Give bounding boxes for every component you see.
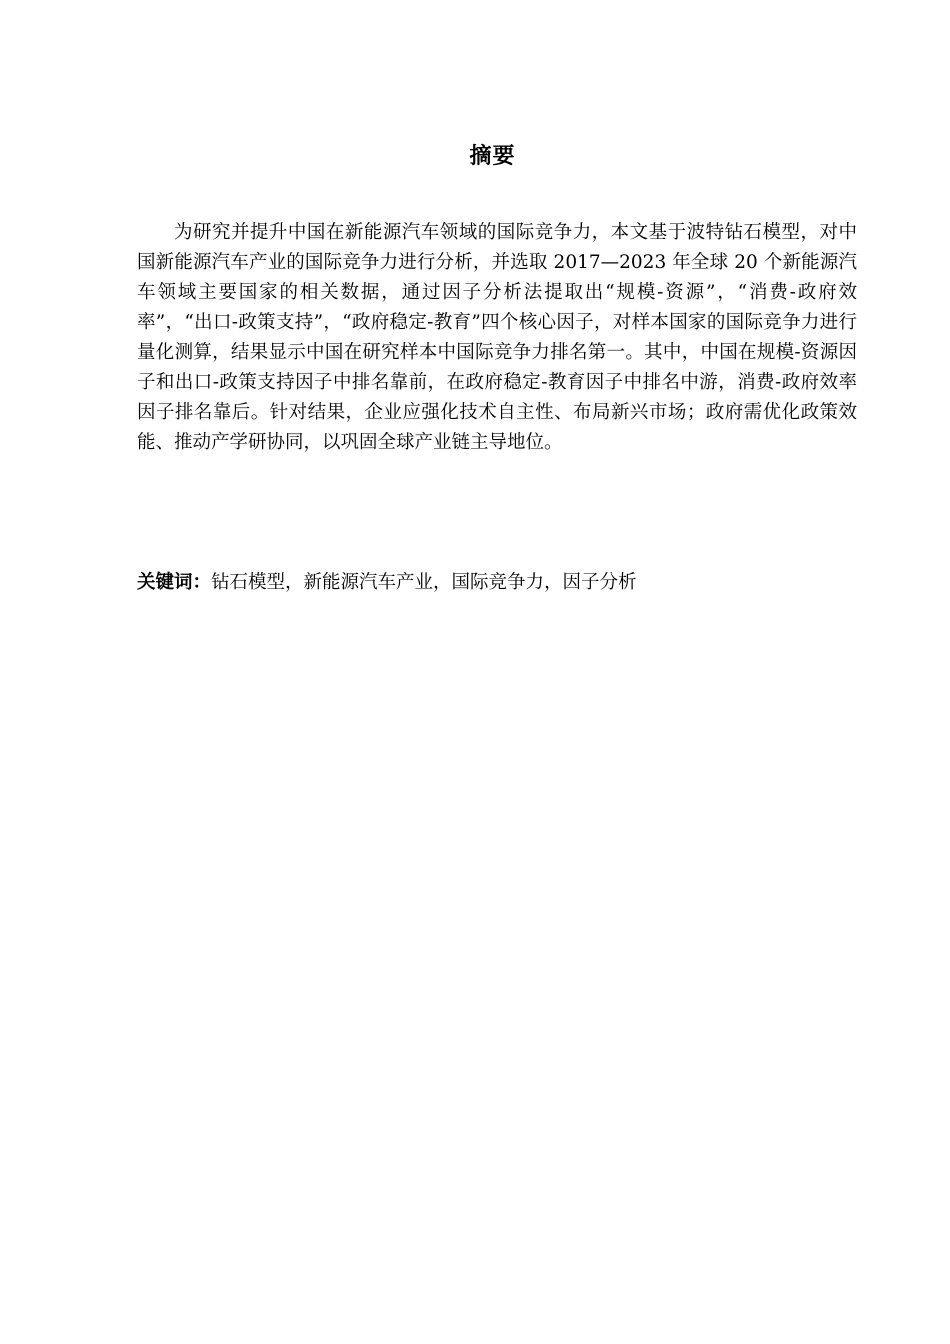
abstract-paragraph: 为研究并提升中国在新能源汽车领域的国际竞争力，本文基于波特钻石模型，对中国新能源汽车产业的国际竞争力进行分析，并选取 2017—2023 年全球 20 个新能源汽车领域主要国家的相关数据，通过因子分析法提取出“规模-资源”，“消费-政府效率”，“出口-政策支持”，“政府稳定-教育”四个核心因子，对样本国家的国际竞争力进行量化测算，结果显示中国在研究样本中国际竞争力排名第一。其中，中国在规模-资源因子和出口-政策支持因子中排名靠前，在政府稳定-教育因子中排名中游，消费-政府效率因子排名靠后。针对结果，企业应强化技术自主性、布局新兴市场；政府需优化政策效能、推动产学研协同，以巩固全球产业链主导地位。: [137, 222, 857, 453]
keywords-text: 钻石模型，新能源汽车产业，国际竞争力，因子分析: [211, 572, 637, 593]
keywords-label: 关键词：: [137, 572, 212, 593]
abstract-title: 摘要: [469, 144, 516, 169]
keywords-line: [137, 568, 857, 598]
